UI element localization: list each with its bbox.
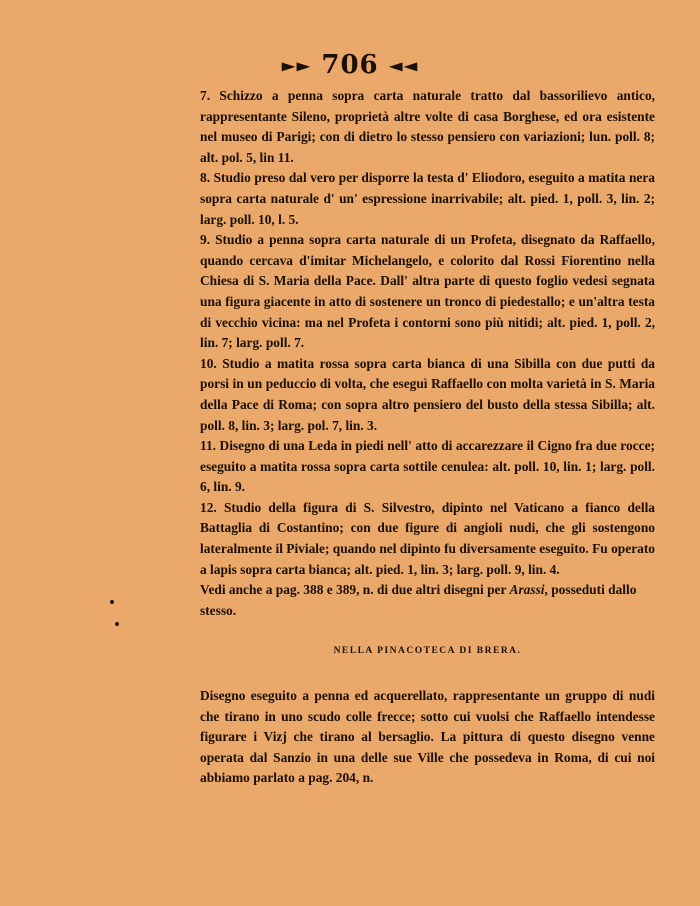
ink-speck bbox=[115, 622, 119, 626]
entry-number: 11. bbox=[200, 438, 216, 454]
catalog-entry bbox=[200, 230, 655, 354]
page-header bbox=[0, 50, 700, 80]
see-also-text: Vedi anche a pag. 388 e 389, n. di due altri disegni per bbox=[200, 582, 507, 598]
page-number: 706 bbox=[321, 50, 379, 80]
entry-text: Studio a matita rossa sopra carta bianca di una Sibilla con due putti da porsi in un peduccio di volta, che eseguì Raffaello con molta varietà in S. Maria della Pace di Roma; con sopra altro pensiero del busto della stessa Sibilla; alt. poll. 8, lin. 3; larg. pol. 7, lin. 3. bbox=[200, 355, 655, 433]
entry-number: 8. bbox=[200, 170, 211, 186]
right-ornament-icon: ◄◄ bbox=[388, 55, 419, 77]
entry-number: 10. bbox=[200, 355, 217, 371]
body-text bbox=[200, 86, 655, 789]
entry-text: Disegno di una Leda in piedi nell' atto di accarezzare il Cigno fra due rocce; eseguito a matita rossa sopra carta sottile cenulea: alt. poll. 10, lin. 1; larg. poll. 6, lin. 9. bbox=[200, 438, 655, 495]
catalog-entry bbox=[200, 354, 655, 436]
entry-number: 12. bbox=[200, 499, 217, 515]
entry-number: 9. bbox=[200, 232, 211, 248]
see-also-tail: , posseduti dallo stesso. bbox=[200, 582, 637, 618]
section-heading: NELLA PINACOTECA DI BRERA. bbox=[333, 646, 522, 657]
brera-entry: Disegno eseguito a penna ed acquerellato, rappresentante un gruppo di nudi che tirano in uno scudo colle frecce; sotto cui vuolsi che Raffaello intendesse figurare i Vizj che tirano al bersaglio. La pittura di questo disegno venne operata dal Sanzio in una delle sue Ville che possedeva in Roma, di cui noi abbiamo parlato a pag. 204, n. bbox=[200, 688, 655, 786]
left-ornament-icon: ►► bbox=[281, 55, 312, 77]
entry-number: 7. bbox=[200, 88, 211, 103]
catalog-entry bbox=[200, 168, 655, 230]
entry-text: Schizzo a penna sopra carta naturale tratto dal bassorilievo antico, rappresentante Sileno, proprietà altre volte di casa Borghese, ed ora esistente nel museo di Parigi; con di dietro lo stesso pensiero con variazioni; lun. poll. 8; alt. pol. 5, lin 11. bbox=[200, 88, 655, 165]
entry-text: Studio a penna sopra carta naturale di un Profeta, disegnato da Raffaello, quando cercava d'imitar Michelangelo, e colorito dal Rossi Fiorentino nella Chiesa di S. Maria della Pace. Dall' altra parte di questo foglio vedesi segnata una figura giacente in atto di sostenere un tronco di piedestallo; e un'altra testa di vecchio vicina: ma nel Profeta i contorni sono più nitidi; alt. pied. 1, poll. 2, lin. 7; larg. poll. 7. bbox=[200, 232, 655, 351]
see-also-name: Arassi bbox=[509, 582, 545, 598]
entry-text: Studio preso dal vero per disporre la testa d' Eliodoro, eseguito a matita nera sopra carta naturale d' un' espressione inarrivabile; alt. pied. 1, poll. 3, lin. 2; larg. poll. 10, l. 5. bbox=[200, 170, 655, 227]
catalog-entry bbox=[200, 436, 655, 498]
ink-speck bbox=[110, 600, 114, 604]
catalog-entry bbox=[200, 498, 655, 580]
see-also-note bbox=[200, 580, 655, 621]
catalog-entry bbox=[200, 86, 655, 168]
entry-text: Studio della figura di S. Silvestro, dipinto nel Vaticano a fianco della Battaglia di Costantino; con due figure di angioli nudi, che gli sostengono lateralmente il Piviale; quando nel dipinto fu diversamente eseguito. Fu operato a lapis sopra carta bianca; alt. pied. 1, lin. 3; larg. poll. 9, lin. 4. bbox=[200, 499, 655, 577]
